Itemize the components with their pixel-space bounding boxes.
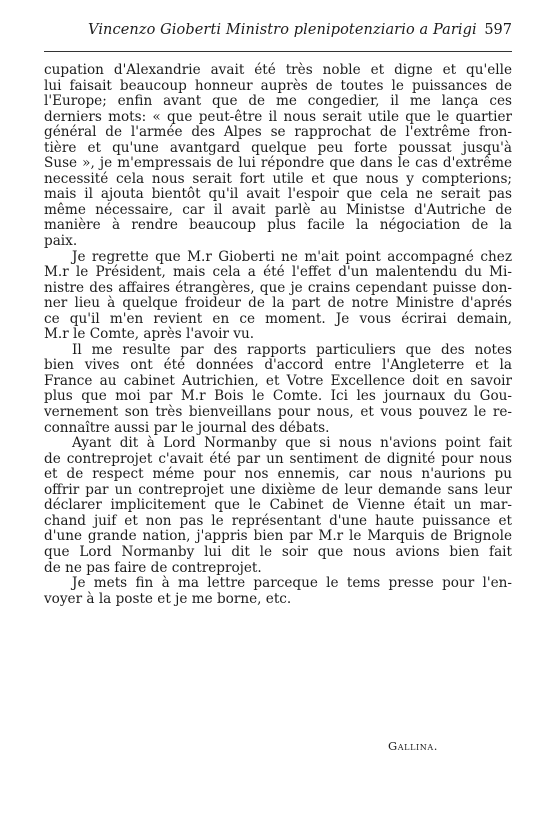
running-header [44, 22, 512, 44]
text-line: manière à rendre beaucoup plus facile la négociation de la [44, 217, 512, 234]
text-line: M.r le Président, mais cela a été l'effet d'un malentendu du Mi- [44, 264, 512, 281]
text-line: général de l'armée des Alpes se rapprochat de l'extrême fron- [44, 124, 512, 141]
text-line: cupation d'Alexandrie avait été très noble et digne et qu'elle [44, 62, 512, 78]
text-line: vernement son très bienveillans pour nous, et vous pouvez le re- [44, 404, 512, 421]
text-line: Je regrette que M.r Gioberti ne m'ait point accompagné chez [72, 248, 512, 265]
text-line: plus que moi par M.r Bois le Comte. Ici les journaux du Gou- [44, 388, 512, 405]
text-line: et de respect méme pour nos ennemis, car nous n'aurions pu [44, 466, 512, 483]
text-line: de contreprojet c'avait été par un sentiment de dignité pour nous [44, 450, 512, 467]
text-line: mais il ajouta bientôt qu'il avait l'espoir que cela ne serait pas [44, 186, 512, 203]
text-line: bien vives ont été données d'accord entre l'Angleterre et la [44, 357, 512, 374]
text-line: derniers mots: « que peut-être il nous serait utile que le quartier [44, 108, 512, 125]
text-line: M.r le Comte, après l'avoir vu. [44, 326, 255, 343]
signature: Gallina. [388, 739, 438, 753]
text-line: lui faisait beaucoup honneur auprès de toutes le puissances de [44, 77, 512, 94]
text-line: l'Europe; enfin avant que de me congedier, il me lança ces [44, 93, 512, 110]
text-line: Il me resulte par des rapports particuliers que des notes [72, 341, 512, 358]
text-line: que Lord Normanby lui dit le soir que nous avions bien fait [44, 543, 512, 560]
text-line: necessité cela nous serait fort utile et que nous y compterions; [44, 170, 512, 187]
text-line: ner lieu à quelque froideur de la part de notre Ministre d'aprés [44, 295, 512, 312]
text-line: voyer à la poste et je me borne, etc. [44, 590, 292, 607]
text-line: d'une grande nation, j'appris bien par M.r le Marquis de Brignole [44, 528, 512, 545]
text-line: tière et qu'une avantgard quelque peu forte poussat jusqu'à [44, 139, 512, 156]
text-line: Suse », je m'empressais de lui répondre que dans le cas d'extrême [44, 155, 512, 172]
text-line: ce qu'il m'en revient en ce moment. Je vous écrirai demain, [44, 310, 512, 327]
text-line: Ayant dit à Lord Normanby que si nous n'avions point fait [72, 435, 512, 452]
text-line: paix. [44, 233, 78, 250]
header-rule [44, 51, 512, 52]
text-line: nistre des affaires étrangères, que je crains cependant puisse don- [44, 279, 512, 296]
text-line: offrir par un contreprojet une dixième de leur demande sans leur [44, 481, 512, 498]
page-number: 597 [484, 22, 512, 38]
text-line: connaître aussi par le journal des débats. [44, 419, 330, 436]
text-line: France au cabinet Autrichien, et Votre Excellence doit en savoir [44, 372, 512, 389]
text-line: de ne pas faire de contreprojet. [44, 559, 262, 576]
text-line: chand juif et non pas le représentant d'une haute puissance et [44, 512, 512, 529]
text-line: même nécessaire, car il avait parlè au Ministse d'Autriche de [44, 201, 512, 218]
text-line: Je mets fin à ma lettre parceque le tems presse pour l'en- [72, 575, 512, 592]
text-line: déclarer implicitement que le Cabinet de Vienne était un mar- [44, 497, 512, 514]
running-title: Vincenzo Gioberti Ministro plenipotenziario a Parigi [88, 22, 477, 38]
letter-body [44, 63, 512, 607]
